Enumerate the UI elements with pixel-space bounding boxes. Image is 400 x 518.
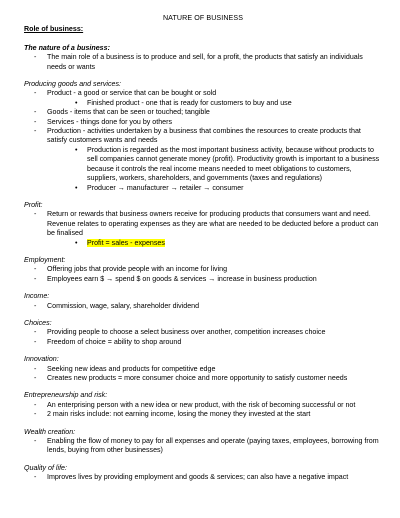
list-item-text: Enabling the flow of money to pay for all expenses and operate (paying taxes, employees, borrowing from lends, buying from other businesses) xyxy=(47,437,379,455)
section-heading: Quality of life: xyxy=(24,463,67,472)
list-item-text: An enterprising person with a new idea or new product, with the risk of becoming successful or not xyxy=(47,400,356,409)
bullet-marker: • xyxy=(75,98,78,107)
section-heading: Profit: xyxy=(24,200,43,209)
list-item-text: Production - activities undertaken by a business that combines the resources to create products that satisfy customers wants and needs xyxy=(47,127,361,145)
list-item xyxy=(24,146,382,184)
list-item xyxy=(24,127,382,146)
list-item xyxy=(24,437,382,456)
bullet-list xyxy=(24,302,382,311)
highlighted-text: Profit = sales - expenses xyxy=(87,238,165,247)
document-title: NATURE OF BUSINESS xyxy=(162,14,244,22)
dash-marker: - xyxy=(34,301,37,310)
list-item xyxy=(24,118,382,127)
section xyxy=(24,201,382,248)
list-item xyxy=(24,53,382,72)
sections-container xyxy=(24,44,382,483)
list-item xyxy=(24,473,382,482)
section xyxy=(24,80,382,193)
section-heading: Income: xyxy=(24,292,50,301)
list-item xyxy=(24,374,382,383)
section xyxy=(24,319,382,347)
role-heading: Role of business: xyxy=(24,25,84,34)
dash-marker: - xyxy=(34,53,37,62)
list-item xyxy=(24,302,382,311)
list-item-text: Finished product - one that is ready for customers to buy and use xyxy=(87,98,292,107)
list-item-text: Seeking new ideas and products for competitive edge xyxy=(47,364,216,373)
section xyxy=(24,391,382,419)
list-item xyxy=(24,410,382,419)
bullet-marker: • xyxy=(75,183,78,192)
bullet-list xyxy=(24,89,382,192)
dash-marker: - xyxy=(34,108,37,117)
list-item-text: The main role of a business is to produce and sell, for a profit, the products that satisfy an individuals needs or wants xyxy=(47,53,363,71)
section-heading: Producing goods and services: xyxy=(24,80,122,89)
list-item xyxy=(24,275,382,284)
list-item-text: Services - things done for you by others xyxy=(47,117,172,126)
list-item-text: Freedom of choice = ability to shop around xyxy=(47,337,182,346)
bullet-list xyxy=(24,473,382,482)
list-item-text: Goods - items that can be seen or touched; tangible xyxy=(47,108,210,117)
list-item xyxy=(24,265,382,274)
bullet-list xyxy=(24,265,382,284)
dash-marker: - xyxy=(34,117,37,126)
list-item xyxy=(24,108,382,117)
list-item xyxy=(24,239,382,248)
section xyxy=(24,428,382,456)
section-heading: Wealth creation: xyxy=(24,427,76,436)
bullet-list xyxy=(24,53,382,72)
list-item-text: Offering jobs that provide people with an income for living xyxy=(47,265,228,274)
list-item-text: Providing people to choose a select business over another, competition increases choice xyxy=(47,328,326,337)
bullet-list xyxy=(24,328,382,347)
dash-marker: - xyxy=(34,473,37,482)
list-item-text: Commission, wage, salary, shareholder dividend xyxy=(47,301,200,310)
dash-marker: - xyxy=(34,374,37,382)
list-item xyxy=(24,210,382,238)
dash-marker: - xyxy=(34,328,37,337)
section xyxy=(24,464,382,483)
list-item-text: Creates new products = more consumer choice and more opportunity to satisfy customer needs xyxy=(47,374,348,382)
section xyxy=(24,355,382,383)
list-item xyxy=(24,365,382,374)
bullet-list xyxy=(24,210,382,248)
bullet-marker: • xyxy=(75,145,78,154)
dash-marker: - xyxy=(34,127,37,136)
list-item xyxy=(24,401,382,410)
list-item-text: Producer → manufacturer → retailer → consumer xyxy=(87,183,244,192)
dash-marker: - xyxy=(34,437,37,446)
list-item xyxy=(24,184,382,193)
list-item xyxy=(24,99,382,108)
section xyxy=(24,292,382,311)
list-item xyxy=(24,328,382,337)
list-item xyxy=(24,338,382,347)
dash-marker: - xyxy=(34,364,37,373)
dash-marker: - xyxy=(34,274,37,283)
section xyxy=(24,44,382,72)
list-item-text: Improves lives by providing employment and goods & services; can also have a negative impact xyxy=(47,473,349,482)
list-item xyxy=(24,89,382,98)
list-item-text: Employees earn $ → spend $ on goods & services → increase in business production xyxy=(47,274,317,283)
list-item-text: 2 main risks include: not earning income, losing the money they invested at the start xyxy=(47,410,311,419)
dash-marker: - xyxy=(34,89,37,98)
bullet-list xyxy=(24,401,382,420)
dash-marker: - xyxy=(34,410,37,419)
dash-marker: - xyxy=(34,265,37,274)
section-heading: Choices: xyxy=(24,318,52,327)
dash-marker: - xyxy=(34,400,37,409)
section-heading: Innovation: xyxy=(24,355,59,364)
section-heading: The nature of a business: xyxy=(24,43,110,52)
section-heading: Employment: xyxy=(24,255,66,264)
dash-marker: - xyxy=(34,210,37,219)
bullet-list xyxy=(24,365,382,384)
list-item-text: Product - a good or service that can be bought or sold xyxy=(47,89,217,98)
bullet-marker: • xyxy=(75,238,78,247)
section-heading: Entrepreneurship and risk: xyxy=(24,391,108,400)
bullet-list xyxy=(24,437,382,456)
section xyxy=(24,256,382,284)
list-item-text: Production is regarded as the most important business activity, because without products to sell companies cannot generate money (profit). Productivity growth is important to a business because it controls the real income means needed to meet obligations to customers, suppliers, workers, shareholders, and governments (taxes and regulations) xyxy=(87,145,380,183)
list-item-text: Return or rewards that business owners receive for producing products that consumers want and need. Revenue relates to operating expenses as they are what are needed to be deducted before a product can be finalised xyxy=(47,210,379,238)
dash-marker: - xyxy=(34,337,37,346)
